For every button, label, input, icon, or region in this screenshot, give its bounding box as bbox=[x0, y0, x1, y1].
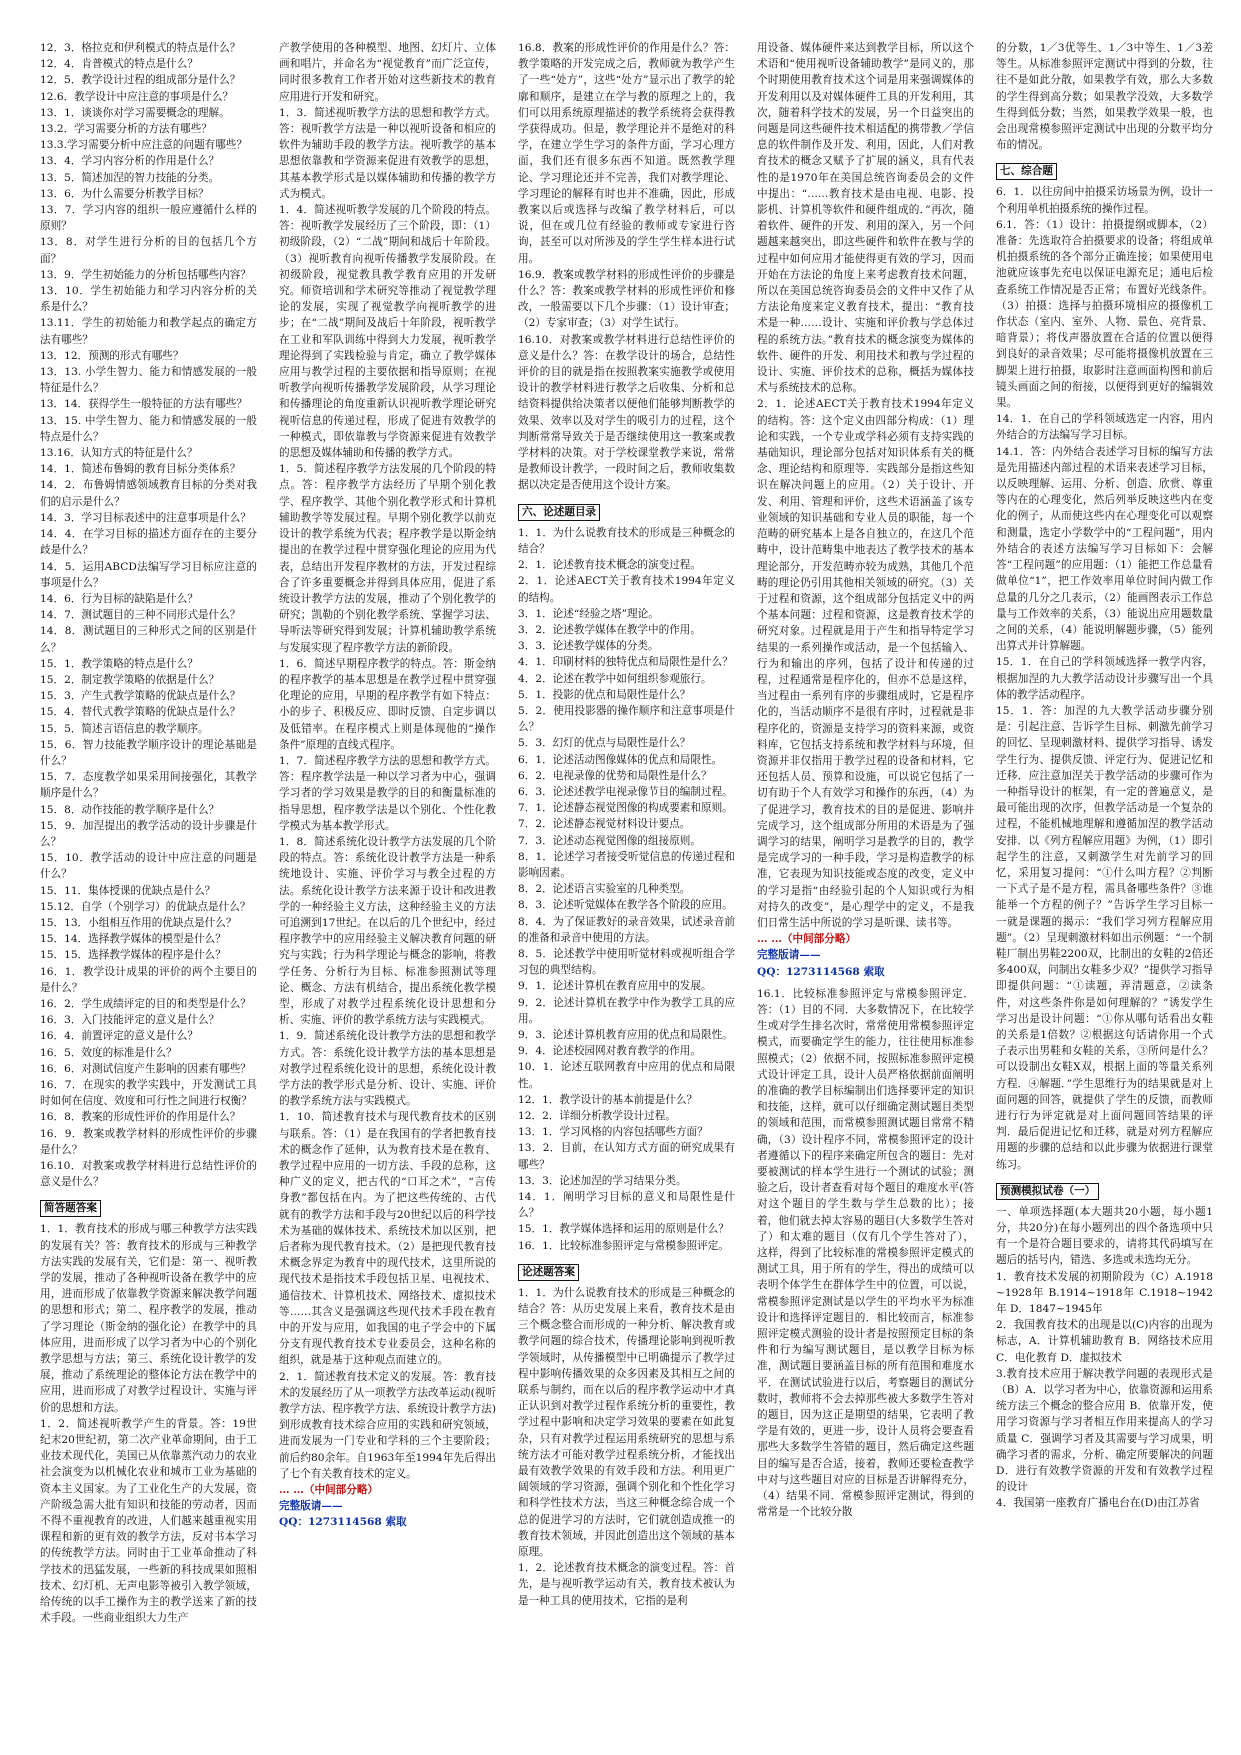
paragraph: 12．2．详细分析教学设计过程。 bbox=[518, 1110, 676, 1122]
paragraph: 1．6．简述早期程序教学的特点。答：斯金纳的程序教学的基本思想是在教学过程中贯穿强化理论的应用，早期的程序教学有如下特点：小的步子、积极反应、即时反馈、自定步调以及低错率。在程序模式上则是体现他的“操作条件”原理的直线式程序。 bbox=[279, 657, 496, 751]
paragraph: 用设备、媒体硬件来达到教学目标，所以这个术语和“使用视听设备辅助教学”是同义的，那个时期使用教育技术这个词是用来强调媒体的开发利用以及对媒体硬件工具的开发利用，其次，随着科学技术的发展，另一个日益突出的问题是同这些硬件技术相适配的携带教／学信息的软件制作及开发、利用，因此，人们对教育技术的概念又赋予了扩展的涵义，具有代表性的是1970年在美国总统咨询委员会的文件中提出：“……教育技术是由电视、电影、投影机、计算机等软件和硬件组成的．”再次，随着软件、硬件的开发、利用的深入，另一个问题越来越突出，即这些硬件和软件在教与学的过程中如何应用才能使得更有效的学习，因而开始在方法论的角度上来考虑教育技术问题，所以在美国总统咨询委员会的文件中又作了从方法论角度来定义教育技术，提出：“教育技术是一种……设计、实施和评价教与学总体过程的系统方法。”教育技术的概念演变为媒体的软件、硬件的开发、利用技术和教与学过程的设计、实施、评价技术的总称，概括为媒体技术与系统技术的总称。 bbox=[757, 42, 974, 395]
paragraph: 15．15．选择教学媒体的程序是什么？ bbox=[40, 949, 226, 962]
paragraph: 的分数，1／3优等生、1／3中等生、1／3差等生。从标准参照评定测试中得到的分数，往往不是如此分散，如果教学有效，那么大多数的学生得到高分数；如果教学没效，大多数学生得到低分数；当然，如果教学效果一般，也会出现常模参照评定测试中出现的分数平均分布的情况。 bbox=[996, 42, 1213, 152]
paragraph: 9．1．论述计算机在教育应用中的发展。 bbox=[518, 980, 712, 993]
paragraph: 15．6．智力技能教学顺序设计的理论基础是什么？ bbox=[40, 738, 257, 767]
paragraph: 4．1．印刷材料的独特优点和局限性是什么？ bbox=[518, 656, 733, 669]
paragraph: 15．13．小组相互作用的优缺点是什么？ bbox=[40, 916, 237, 929]
paragraph: 16．1．比较标准参照评定与常模参照评定。 bbox=[518, 1239, 729, 1252]
paragraph: 14．4．在学习目标的描述方面存在的主要分歧是什么？ bbox=[40, 528, 257, 557]
paragraph: 5．3．幻灯的优点与局限性是什么？ bbox=[518, 737, 691, 750]
paragraph: 13．9．学生初始能力的分析包括哪些内容？ bbox=[40, 268, 251, 281]
paragraph: 14．1．简述布鲁姆的教育目标分类体系？ bbox=[40, 463, 241, 476]
paragraph: 15．5．简述言语信息的教学顺序。 bbox=[40, 722, 209, 735]
paragraph: 16．8．教案的形成性评价的作用是什么？ bbox=[40, 1111, 241, 1124]
paragraph: 14．7．测试题目的三种不同形式是什么？ bbox=[40, 609, 241, 622]
paragraph: 7．2．论述静态视觉材料设计要点。 bbox=[518, 818, 691, 831]
paragraph: 4．我国第一座教育广播电台在(D)由江苏省 bbox=[996, 1497, 1200, 1510]
paragraph: 13．13. 小学生智力、能力和情感发展的一般特征是什么？ bbox=[40, 366, 257, 395]
paragraph: 1．10．简述教育技术与现代教育技术的区别与联系。答：（1）是在我国有的学者把教育技术的概念作了延伸，认为教育技术是在教育、教学过程中应用的一切方法、手段的总称，这种广义的定义，把古代的“口耳之术”，“言传身教”都包括在内。为了把这些传统的、古代就有的教学方法和手段与20世纪以后的科学技术为基础的媒体技术、系统技术加以区别，把后者称为现代教育技术。（2）是把现代教育技术概念界定为教育中的现代技术，这里所说的现代技术是指技术手段包括卫星、电视技术、通信技术、计算机技术、网络技术、虚拟技术等……其含义是强调这些现代技术手段在教育中的开发与应用，如我国的电子学会中的下属分支有现代教育技术专业委员会，这种名称的组织，就是基于这种观点而建立的。 bbox=[279, 1111, 496, 1367]
paragraph: 12．3．格拉克和伊利模式的特点是什么？ bbox=[40, 42, 241, 54]
column-4 bbox=[757, 40, 974, 1735]
full-version-note: 完整版请—— bbox=[279, 1500, 343, 1513]
paragraph: 15．14．选择教学媒体的模型是什么？ bbox=[40, 933, 226, 946]
paragraph: 13．10．学生初始能力和学习内容分析的关系是什么？ bbox=[40, 285, 257, 314]
paragraph: 2．我国教育技术的出现是以(C)内容的出现为标志，A．计算机辅助教育 B．网络技术应用 C．电化教育 D．虚拟技术 bbox=[996, 1319, 1213, 1364]
paragraph: 6．1．以往房间中拍摄采访场景为例，设计一个利用单机拍摄系统的操作过程。 bbox=[996, 186, 1213, 215]
paragraph: 9．4．论述校园网对教育教学的作用。 bbox=[518, 1045, 701, 1058]
paragraph: 13．7．学习内容的组织一般应遵循什么样的原则？ bbox=[40, 204, 257, 233]
paragraph: 14．1．阐明学习目标的意义和局限性是什么？ bbox=[518, 1191, 735, 1220]
paragraph: 15．4．替代式教学策略的优缺点是什么？ bbox=[40, 706, 241, 719]
paragraph: 2．1．论述AECT关于教育技术1994年定义的结构。答：这个定义由四部分构成：（1）理论和实践，一个专业或学科必须有支持实践的基础知识，理论部分包括对知识体系有关的概念、理论结构和原理等．实践部分是指这些知识在解决问题上的应用。（2）关于设计、开发、利用、管理和评价，这些术语涵盖了该专业领域的知识基础和专业人员的职能，每一个范畴的研究基本上是各自独立的，在这几个范畴中，设计范畴集中地表达了教学技术的基本理论部分，开发范畴亦较为成熟，其他几个范畴的理论仍引用其他相关领域的研究。（3）关于过程和资源，这个组成部分包括定义中的两个基本问题：过程和资源，这是教育技术学的研究对象。过程就是用于产生和指导特定学习结果的一系列操作或活动，是一个包括输入、行为和输出的序列，包括了设计和传递的过程，过程通常是程序化的，但亦不总是这样，当过程由一系列有序的步骤组成时，它是程序化的，当活动顺序不是很有序时，过程就是非程序化的，资源是支持学习的资料来源，或资料库，它包括支持系统和教学材料与环境，但资源并非仅指用于教学过程的设备和材料，它还包括人员、预算和设施，可以说它包括了一切有助于个人有效学习和操作的东西，（4）为了促进学习，教育技术的目的是促进、影响并完成学习，这个组成部分所用的术语是为了强调学习的结果，阐明学习是教学的目的，教学是完成学习的一种手段，学习是构造教学的标准，它表现为知识技能或态度的改变，定义中的学习是指“由经验引起的个人知识或行为相对持久的改变”，是心理学中的定义，不是我们日常生活中所说的学习是听课、读书等。 bbox=[757, 398, 974, 929]
paragraph: 13.2．学习需要分析的方法有哪些？ bbox=[40, 123, 212, 136]
paragraph: 产教学使用的各种模型、地图、幻灯片、立体画和唱片，并命名为“视觉教育”而广泛宣传，同时很多教育工作者开始对这些新技术的教育应用进行开发和研究。 bbox=[279, 42, 496, 103]
paragraph: 2．1．论述AECT关于教育技术1994年定义的结构。 bbox=[518, 575, 735, 604]
paragraph: 1．5．简述程序教学方法发展的几个阶段的特点。答：程序教学方法经历了早期个别化教学、程序教学、其他个别化教学形式和计算机辅助教学等发展过程。早期个别化教学以前克设计的教学系统为代表；程序教学是以斯金纳提出的在教学过程中贯穿强化理论的应用为代表，总结出开发程序教材的方法，开发过程综合了许多重要概念并得到具体应用，促进了系统设计教学方法的发展，推动了个别化教学的研究；凯勒的个别化教学系统、掌握学习法、导听法等研究得到发展；计算机辅助教学系统与发展实现了程序教学方法的新阶段。 bbox=[279, 463, 496, 654]
paragraph: 2．1．论述教育技术概念的演变过程。 bbox=[518, 559, 701, 572]
paragraph: 8．2．论述语言实验室的几种类型。 bbox=[518, 883, 691, 896]
paragraph: 13.3.学习需要分析中应注意的问题有哪些？ bbox=[40, 139, 248, 152]
paragraph: 8．1．论述学习者接受听觉信息的传递过程和影响因素。 bbox=[518, 850, 735, 879]
paragraph: 3．3．论述教学媒体的分类。 bbox=[518, 640, 659, 653]
paragraph: 14．5．运用ABCD法编写学习目标应注意的事项是什么？ bbox=[40, 560, 257, 589]
paragraph: 15．3．产生式教学策略的优缺点是什么？ bbox=[40, 690, 241, 703]
paragraph: 13．15. 中学生智力、能力和情感发展的一般特点是什么？ bbox=[40, 414, 257, 443]
paragraph: 15．7．态度教学如果采用间接强化，其教学顺序是什么？ bbox=[40, 771, 257, 800]
paragraph: 1．9．简述系统化设计教学方法的思想和教学方式。答：系统化设计教学方法的基本思想是对教学过程系统化设计的思想，系统化设计教学方法的教学形式是分析、设计、实施、评价的教学系统方法与实践模式。 bbox=[279, 1030, 496, 1108]
paragraph: 3．1．论述“经验之塔”理论。 bbox=[518, 607, 659, 620]
paragraph: 14．6．行为目标的缺陷是什么？ bbox=[40, 592, 198, 605]
paragraph: 13．8．对学生进行分析的目的包括几个方面？ bbox=[40, 236, 257, 265]
column-2 bbox=[279, 40, 496, 1735]
section-heading-wrap bbox=[996, 153, 1213, 184]
paragraph: 14．8．测试题目的三种形式之间的区别是什么？ bbox=[40, 625, 257, 654]
paragraph: 13.16．认知方式的特征是什么？ bbox=[40, 447, 198, 460]
paragraph: 13．2．目前，在认知方式方面的研究成果有哪些？ bbox=[518, 1142, 735, 1171]
section-heading-wrap bbox=[996, 1173, 1213, 1204]
paragraph: 一、单项选择题(本大题共20小题，每小题1分，共20分)在每小题列出的四个备选项中只有一个是符合题目要求的，请将其代码填写在题后的括号内，错选、多选或未选均无分。 bbox=[996, 1205, 1213, 1267]
paragraph: 7．3．论述动态视觉图像的组接原则。 bbox=[518, 834, 701, 847]
column-1 bbox=[40, 40, 257, 1735]
paragraph: 16．1．教学设计成果的评价的两个主要目的是什么？ bbox=[40, 965, 257, 994]
paragraph: 13．1．学习风格的内容包括哪些方面？ bbox=[518, 1126, 708, 1139]
paragraph: 12．5．教学设计过程的组成部分是什么？ bbox=[40, 74, 241, 87]
paragraph: 9．3．论述计算机教育应用的优点和局限性。 bbox=[518, 1028, 733, 1041]
paragraph: 13．12．预测的形式有哪些？ bbox=[40, 349, 184, 362]
paragraph: 15．10．教学活动的设计中应注意的问题是什么？ bbox=[40, 852, 257, 881]
paragraph: 5．1．投影的优点和局限性是什么？ bbox=[518, 688, 691, 701]
paragraph: 1．教育技术发展的初期阶段为（C）A.1918~1928年 B.1914~1918年 C.1918~1942年 D．1847~1945年 bbox=[996, 1270, 1213, 1316]
paragraph: 3．2．论述教学媒体在教学中的作用。 bbox=[518, 623, 701, 636]
paragraph: 8．3．论述听觉媒体在教学各个阶段的应用。 bbox=[518, 899, 733, 912]
section-heading: 简答题答案 bbox=[40, 1200, 101, 1217]
paragraph: 16．5．效度的标准是什么？ bbox=[40, 1046, 177, 1059]
paragraph: 15．2．制定教学策略的依据是什么？ bbox=[40, 673, 220, 686]
paragraph: 13．14．获得学生一般特征的方法有哪些？ bbox=[40, 398, 248, 411]
paragraph: 16．4．前置评定的意义是什么？ bbox=[40, 1030, 198, 1043]
paragraph: 10．1．论述互联网教育中应用的优点和局限性。 bbox=[518, 1061, 735, 1090]
section-heading-wrap bbox=[518, 494, 735, 525]
paragraph: 15．8．动作技能的教学顺序是什么？ bbox=[40, 803, 220, 816]
paragraph: 13．3．论述加涅的学习结果分类。 bbox=[518, 1174, 687, 1187]
paragraph: 1．3．简述视听教学方法的思想和教学方式。答：视听教学方法是一种以视听设备和相应的软件为辅助手段的教学方法。视听教学的基本思想依靠教和学资源来促进有效教学的思想，其基本教学形式是以媒体辅助和传播的教学方式为模式。 bbox=[279, 106, 496, 200]
section-heading: 预测模拟试卷（一） bbox=[996, 1183, 1099, 1200]
section-heading: 六、论述题目录 bbox=[518, 504, 600, 521]
paragraph: 14.1．答：内外结合表述学习目标的编写方法是先用描述内部过程的术语来表述学习目标，以反映理解、运用、分析、创造、欣赏、尊重等内在的心理变化，然后列举反映这些内在变化的例子，从而使这些内在心理变化可以观察和测量，选定小学数学中的“工程问题”，用内外结合的表述方法编写学习目标如下：会解答“工程问题”的应用题：（1）能把工作总量看做单位“1”，把工作效率用单位时间内做工作总量的几分之几表示，（2）能画图表示工作总量与工作效率的关系，（3）能说出应用题数量之间的关系，（4）能说明解题步骤，（5）能列出算式并计算解题。 bbox=[996, 445, 1213, 653]
paragraph: 16.9．教案或教学材料的形成性评价的步骤是什么？答：教案或教学材料的形成性评价和修改，一般需要以下几个步骤：（1）设计审查；（2）专家审查；（3）对学生试行。 bbox=[518, 268, 735, 330]
column-5 bbox=[996, 40, 1213, 1735]
paragraph: 16．6．对测试信度产生影响的因素有哪些？ bbox=[40, 1062, 251, 1075]
paragraph: 16．2．学生成绩评定的目的和类型是什么？ bbox=[40, 997, 251, 1010]
paragraph: 8．5．论述教学中使用听觉材料或视听组合学习包的典型结构。 bbox=[518, 947, 735, 977]
paragraph: 16.1．比较标准参照评定与常模参照评定．答：（1）目的不同．大多数情况下，在比较学生或对学生排名次时，常常使用常模参照评定模式，而要确定学生的能力，往往使用标准参照模式；（2）依据不同，按照标准参照评定模式设计评定工具，设计人员严格依据前面阐明的准确的教学目标编制出们选择要评定的知识和技能，这样，就可以仔细确定测试题目类型的领域和范围，而常模参照测试题目常常不精确，（3）设计程序不同，常模参照评定的设计者遵循以下的程序来确定所包含的题目：先对要被测试的样本学生进行一个测试的试验；测验之后，设计者查看对每个题目的难度水平(答对这个题目的学生数与学生总数的比）；接着，他们就去掉太容易的题目(大多数学生答对了）和太难的题目（仅有几个学生答对了），这样，得到了比较标准的常模参照评定模式的测试工具，用于所有的学生，得出的成绩可以表明个体学生在群体学生中的位置，可以说，常模参照评定测试是以学生的平均水平为标准设计和选择评定题目的．相比较而言，标准参照评定模式测验的设计者是按照预定目标的条件和行为编写测试题目，是以教学目标为标准，测试题目要涵盖目标的所有范围和难度水平．在测试试验进行以后，考察题目的测试分数时，教师将不会去掉那些被大多数学生答对的题目，因为这正是期望的结果，它表明了教学是有效的，更进一步，设计人员将会要查看那些大多数学生答错的题目，然后确定这些题目的编写是否合适，接着，教师还要检查教学中对与这些题目对应的目标是否讲解得充分，（4）结果不同．常模参照评定测试，得到的常常是一个比较分散 bbox=[757, 987, 974, 1519]
paragraph: 1．8．简述系统化设计教学方法发展的几个阶段的特点。答：系统化设计教学方法是一种系统地设计、实施、评价学习与教全过程的方法。系统化设计教学方法来源于设计和改进教学的一种经验主义方法，这种经验主义的方法可追溯到17世纪。在以后的几个世纪中，经过程序教学中的应用经验主义解决教育问题的研究与实践；行为科学理论与概念的影响，将教学任务、分析行为目标、标准参照测试等理论、概念、方法有机结合，提出系统化教学模型，形成了对教学过程系统化设计思想和分析、实施、评价的教学系统方法与实践模式。 bbox=[279, 835, 496, 1027]
paragraph: 6．1．论述活动图像媒体的优点和局限性。 bbox=[518, 753, 723, 766]
paragraph: 15.12．自学（个别学习）的优缺点是什么？ bbox=[40, 900, 251, 913]
section-heading-wrap bbox=[518, 1254, 735, 1285]
paragraph: 1．1．为什么说教育技术的形成是三种概念的结合？ bbox=[518, 526, 735, 555]
paragraph: 13．5．简述加涅的智力技能的分类。 bbox=[40, 171, 220, 184]
paragraph: 2．1．简述教育技术定义的发展。答：教育技术的发展经历了从一项教学方法改革运动(视听教学方法、程序教学方法、系统设计教学方法)到形成教育技术综合应用的实践和研究领域，进而发展为一门专业和学科的三个主要阶段；前后约80余年。自1963年至1994年先后得出了七个有关教育技术的定义。 bbox=[279, 1370, 496, 1480]
paragraph: 16．9．教案或教学材料的形成性评价的步骤是什么？ bbox=[40, 1127, 257, 1156]
paragraph: 15．1．教学策略的特点是什么？ bbox=[40, 657, 198, 670]
paragraph: 12.6．教学设计中应注意的事项是什么？ bbox=[40, 90, 234, 103]
paragraph: 4．2．论述在教学中如何组织参观旅行。 bbox=[518, 672, 712, 685]
paragraph: 13．6．为什么需要分析教学目标？ bbox=[40, 187, 209, 200]
paragraph: 9．2．论述计算机在教学中作为教学工具的应用。 bbox=[518, 996, 735, 1025]
paragraph: 3.教育技术应用于解决教学问题的表现形式是（B）A．以学习者为中心，依靠资源和运用系统方法三个概念的整合应用 B．依靠开发，使用学习资源与学习者相互作用来提高人的学习质量 C．强调学习者及其需要与学习成果，明确学习者的需求，分析、确定所要解决的问题 D．进行有效教学资源的开发和有效教学过程的设计 bbox=[996, 1367, 1213, 1494]
paragraph: 1．4．简述视听教学发展的几个阶段的特点。答：视听教学发展经历了三个阶段，即：（1）初级阶段，（2）“二战”期间和战后十年阶段。（3）视听教育向视听传播教学发展阶段。在初级阶段，视觉教具教学教育应用的开发研究。师资培训和学术研究等推动了视觉教学理论的发展，实现了视觉教学向视听教学的进步；在“二战”期间及战后十年阶段，视听教学在工业和军队训练中得到大力发展，视听教学理论得到了实践检验与肯定，确立了教学媒体应用与教学过程的主要依据和指导原则；在视听教学向视听传播教学发展阶段，从学习理论和传播理论的角度重新认识视听教学理论研究视听信息的传递过程，形成了促进有效教学的一种模式，即依靠教与学资源来促进有效教学的思想及媒体辅助和传播的教学方式。 bbox=[279, 204, 496, 460]
section-heading: 论述题答案 bbox=[518, 1264, 579, 1281]
paragraph: 14．2．布鲁姆情感领域教育目标的分类对我们的启示是什么？ bbox=[40, 479, 257, 508]
paragraph: 12．4．肯普模式的特点是什么？ bbox=[40, 58, 198, 71]
section-heading-wrap bbox=[40, 1190, 257, 1221]
paragraph: 1．1．为什么说教育技术的形成是三种概念的结合？答：从历史发展上来看，教育技术是由三个概念整合而形成的一种分析、解决教育或教学问题的综合技术，传播理论影响到视听教学领域时，从传播模型中已明确提示了教学过程中影响传播效果的众多因素及其相互之间的联系与制约，而在以后的程序教学运动中才真正认识到对教学过程作系统分析的重要性，教学过程中影响和决定学习效果的要素在如此复杂，只有对教学过程运用系统研究的思想与系统方法才可能对教学过程系统分析，才能找出最有效教学效果的有效手段和方法。利用更广阔领域的学习资源，强调个别化和个性化学习和科学性技术方法，当这三种概念综合成一个总的促进学习的方法时，它们就创造成推一的教育技术领域，并因此创造出这个领域的基本原理。 bbox=[518, 1286, 735, 1559]
paragraph: 15．1．在自己的学科领域选择一教学内容，根据加涅的九大教学活动设计步骤写出一个具体的教学活动程序。 bbox=[996, 656, 1213, 701]
paragraph: 14．1．在自己的学科领域选定一内容，用内外结合的方法编写学习目标。 bbox=[996, 413, 1213, 442]
paragraph: 16.8．教案的形成性评价的作用是什么？答：教学策略的开发完成之后，教师就为教学产生了一些“处方”，这些“处方”显示出了教学的轮廓和顺序，是建立在学与教的原理之上的，我们可以用系统原理描述的教学系统将会获得教学获得成功。但是，教学理论并不是绝对的科学，在建立学生学习的条件方面，学习心理方面，我们还有很多东西不知道。既然教学理论、学习理论还并不完善，我们对教学理论、学习理论的解释有时也并不准确，因此，形成教案以后或选择与改编了教学材料后，可以说，但在或几位有经验的教师或专家进行咨询，甚至可以对所涉及的学生学生样本进行试用。 bbox=[518, 42, 735, 265]
column-3 bbox=[518, 40, 735, 1735]
paragraph: 6.1．答：（1）设计：拍摄提纲或脚本，（2）准备：先选取符合拍摄要求的设备；将组成单机拍摄系统的各个部分正确连接；如果使用电池就应该事先充电以保证电源充足；通电后检查系统工作情况是否正常；布置好光线条件。（3）拍摄：选择与拍摄环境相应的摄像机工作状态（室内、室外、人物、景色、亮背景、暗背景）；将伐声器放置在合适的位置以便得到良好的录音效果；尽可能将摄像机放置在三脚架上进行拍摄，取影时注意画面构图和前后镜头画面之间的衔接，以便得到更好的编辑效果。 bbox=[996, 218, 1213, 410]
paragraph: 16.10．对教案或教学材料进行总结性评价的意义是什么？答：在教学设计的场合，总结性评价的目的就是指在按照教案实施教学或使用设计的教学材料进行教学之后收集、分析和总结资料提供给决策者以便他们能够判断教学的效果、效率以及对学生的吸引力的过程，这个判断常常导致关于是否继续使用这一教案或教学材料的决策。对于学校课堂教学来说，常常是教师设计教学，一段时间之后，教师收集数据以决定是否使用这个设计方案。 bbox=[518, 333, 735, 492]
paragraph: 1．7．简述程序教学方法的思想和教学方式。答：程序教学法是一种以学习者为中心，强调学习者的学习效果是教学的目的和衡量标准的指导思想，程序教学法是以个别化、个性化教学模式为基本教学形式。 bbox=[279, 754, 496, 832]
section-heading: 七、综合题 bbox=[996, 163, 1057, 180]
paragraph: 1．2．论述教育技术概念的演变过程。答：首先，是与视听教学运动有关，教育技术被认为是一种工具的使用技术，它指的是利 bbox=[518, 1562, 735, 1607]
paragraph: 5．2．使用投影器的操作顺序和注意事项是什么？ bbox=[518, 704, 735, 734]
paragraph: 12．1．教学设计的基本前提是什么？ bbox=[518, 1093, 698, 1106]
qq-contact: QQ：1273114568 索取 bbox=[757, 965, 885, 978]
paragraph: 15．11．集体授课的优缺点是什么？ bbox=[40, 884, 216, 897]
omitted-note: … …（中间部分略） bbox=[757, 933, 857, 946]
paragraph: 8．4．为了保证教好的录音效果，试述录音前的准备和录音中使用的方法。 bbox=[518, 915, 735, 944]
paragraph: 13．1．谈谈你对学习需要概念的理解。 bbox=[40, 106, 230, 119]
paragraph: 15．1．答：加涅的九大教学活动步骤分别是：引起注意、告诉学生目标、刺激先前学习的回忆、呈现刺激材料、提供学习指导、诱发学生行为、提供反馈、评定行为、促进记忆和迁移．应注意加涅关于教学活动的步骤可作为一种指导设计的框架，有一定的普遍意义，是最可能出现的次序，但教学活动是一个复杂的过程，不能机械地理解和遵循加涅的教学活动安排．以《列方程解应用题》为例，（1）即引起学生的注意，又刺激学生对先前学习的回忆，采用复习提问：“①什么叫方程？②判断一下式子是不是方程，需具备哪些条件？③谁能举一个方程的例子？”告诉学生学习目标一一就是课题的揭示：“我们学习列方程解应用题”。（2）呈现刺激材料如出示例题：“一个制鞋厂制出男鞋2200双，比制出的女鞋的2倍还多400双，问制出女鞋多少双？”提供学习指导即提供问题：“①读题，弄清题意，②读条件，对这些条件你是如何理解的？”诱发学生学习出是设计问题：“①你从哪句话看出女鞋的关系是1倍数？②根据这句话请你用一个式子表示出男鞋和女鞋的关系，③所问是什么？可以设制出女鞋X双，根据上面的等量关系列方程．④解题．”学生思维行为的结果就是对上面问题的回答，就提供了学生的反馈，而教师进行行为评定就是对上面问题回答结果的评判．最后促进记忆和迁移，就是对列方程解应用题的步骤的总结和以此步骤为依据进行课堂练习。 bbox=[996, 704, 1213, 1171]
paragraph: 1．1．教育技术的形成与哪三种教学方法实践的发展有关？答：教育技术的形成与三种教学方法实践的发展有关，它们是：第一、视听教学的发展，推动了各种视听设备在教学中的应用，进而形成了依靠教学资源来解决教学问题的思想和形式；第二、程序教学的发展，推动了学习理论（斯金纳的强化论）在教学中的具体应用，进而形成了以学习者为中心的个别化教学思想与方法；第三、系统化设计教学的发展，推动了系统理论的整体论方法在教学中的应用，进而形成了对教学过程设计、实施与评价的思想和方法。 bbox=[40, 1223, 257, 1414]
paragraph: 16．7．在现实的教学实践中，开发测试工具时如何在信度、效度和可行性之间进行权衡？ bbox=[40, 1079, 257, 1108]
paragraph: 13.11．学生的初始能力和教学起点的确定方法有哪些？ bbox=[40, 317, 257, 346]
paragraph: 13．4．学习内容分析的作用是什么？ bbox=[40, 155, 220, 168]
paragraph: 16．3．入门技能评定的意义是什么？ bbox=[40, 1014, 220, 1027]
paragraph: 1．2．简述视听教学产生的背景。答：19世纪末20世纪初，第二次产业革命期间，由于工业技术现代化，美国已从依靠蒸汽动力的农业社会演变为以机械化农业和城市工业为基础的资本主义国家。为了工业化生产的大发展，资产阶级急需大批有知识和技能的劳动者，因而不得不重视教育的改进，人们越来越重视实用课程和新的更有效的教学方法，反对书本学习的传统教学方法。同时由于工业革命推动了科学技术的迅猛发展，一些新的科技成果如照相技术、幻灯机、无声电影等被引入教学领域，给传统的以手工操作为主的教学送来了新的技术手段。一些商业组织大力生产 bbox=[40, 1417, 257, 1625]
paragraph: 14．3．学习目标表述中的注意事项是什么？ bbox=[40, 511, 251, 524]
paragraph: 6．3．论述述教学电视录像节目的编制过程。 bbox=[518, 785, 733, 798]
paragraph: 6．2．电视录像的优势和局限性是什么？ bbox=[518, 769, 712, 782]
paragraph: 15．9．加涅提出的教学活动的设计步骤是什么？ bbox=[40, 819, 257, 848]
omitted-note: … …（中间部分略） bbox=[279, 1484, 379, 1497]
paragraph: 15．1．教学媒体选择和运用的原则是什么？ bbox=[518, 1223, 729, 1236]
paragraph: 7．1．论述静态视觉图像的构成要素和原则。 bbox=[518, 802, 733, 815]
paragraph: 16.10．对教案或教学材料进行总结性评价的意义是什么？ bbox=[40, 1160, 257, 1189]
full-version-note: 完整版请—— bbox=[757, 949, 821, 962]
qq-contact: QQ：1273114568 索取 bbox=[279, 1516, 407, 1529]
